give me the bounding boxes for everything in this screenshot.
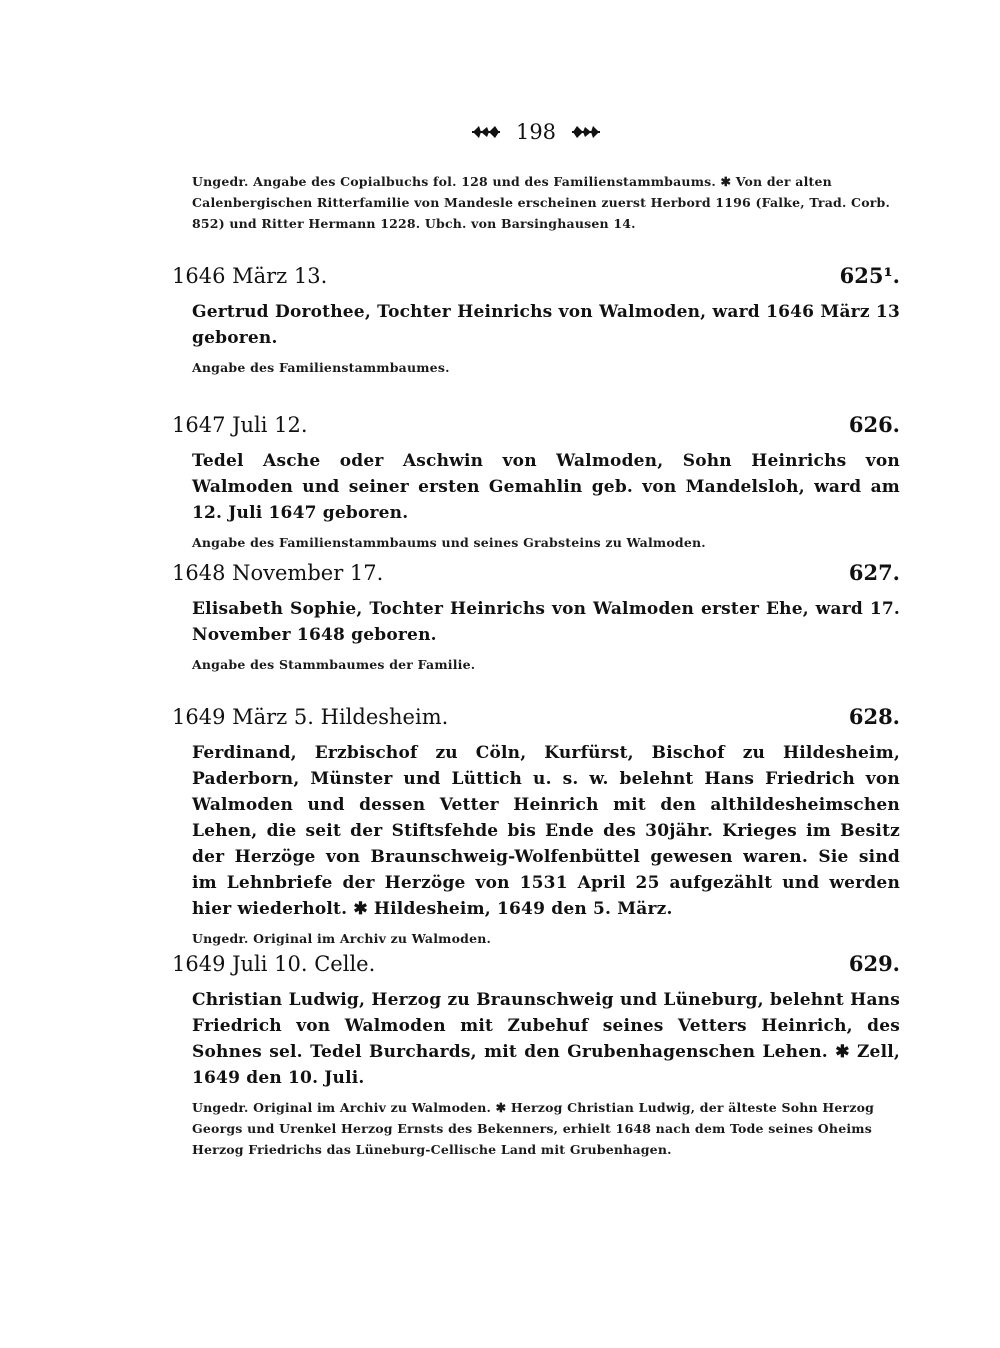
entry-heading bbox=[172, 947, 900, 981]
entry-paragraph: Tedel Asche oder Aschwin von Walmoden, Sohn Heinrichs von Walmoden und seiner ersten Gemahlin geb. von Mandelsloh, ward am 12. Juli 1647 geboren. bbox=[192, 451, 900, 523]
entry-heading bbox=[172, 259, 900, 293]
top-footnote: Ungedr. Angabe des Copialbuchs fol. 128 und des Familienstammbaums. ✱ Von der alten Calenbergischen Ritterfamilie von Mandesle erscheinen zuerst Herbord 1196 (Falke, Trad. Corb. 852) und Ritter Hermann 1228. Ubch. von Barsinghausen 14. bbox=[192, 174, 891, 231]
page-number: 198 bbox=[515, 119, 557, 144]
entry-date: 1648 November 17. bbox=[172, 561, 384, 585]
ornament-left-icon bbox=[471, 124, 501, 140]
entry-heading bbox=[172, 700, 900, 734]
entry-paragraph: Ferdinand, Erzbischof zu Cöln, Kurfürst, Bischof zu Hildesheim, Paderborn, Münster und Lüttich u. s. w. belehnt Hans Friedrich von Walmoden und dessen Vetter Heinrich mit den althildesheimschen Lehen, die seit der Stiftsfehde bis Ende des 30jähr. Krieges im Besitz der Herzöge von Braunschweig-Wolfenbüttel gewesen waren. Sie sind im Lehnbriefe der Herzöge von 1531 April 25 aufgezählt und werden hier wiederholt. ✱ Hildesheim, 1649 den 5. März. bbox=[192, 743, 900, 919]
entry-text bbox=[172, 299, 900, 351]
entry-source-note: Angabe des Familienstammbaumes. bbox=[192, 360, 450, 375]
entry-628 bbox=[172, 700, 900, 949]
entry-text bbox=[172, 596, 900, 648]
entry-text bbox=[172, 448, 900, 526]
entry-number: 628. bbox=[848, 704, 900, 729]
page-header bbox=[172, 118, 900, 148]
entry-date: 1647 Juli 12. bbox=[172, 413, 308, 437]
entry-number: 629. bbox=[848, 951, 900, 976]
entry-626 bbox=[172, 408, 900, 553]
entry-number: 625¹. bbox=[839, 263, 900, 288]
entry-date: 1649 Juli 10. Celle. bbox=[172, 952, 376, 976]
entry-629 bbox=[172, 947, 900, 1160]
entry-text bbox=[172, 740, 900, 922]
entry-number: 626. bbox=[848, 412, 900, 437]
entry-paragraph: Elisabeth Sophie, Tochter Heinrichs von Walmoden erster Ehe, ward 17. November 1648 geboren. bbox=[192, 599, 900, 645]
entry-paragraph: Christian Ludwig, Herzog zu Braunschweig und Lüneburg, belehnt Hans Friedrich von Walmoden mit Zubehuf seines Vetters Heinrich, des Sohnes sel. Tedel Burchards, mit den Grubenhagenschen Lehen. ✱ Zell, 1649 den 10. Juli. bbox=[192, 990, 900, 1088]
entry-627 bbox=[172, 556, 900, 675]
entry-source-note: Angabe des Familienstammbaums und seines Grabsteins zu Walmoden. bbox=[192, 535, 706, 550]
entry-source-note: Ungedr. Original im Archiv zu Walmoden. ✱ Herzog Christian Ludwig, der älteste Sohn Herzog Georgs und Urenkel Herzog Ernsts des Bekenners, erhielt 1648 nach dem Tode seines Oheims Herzog Friedrichs das Lüneburg-Cellische Land mit Grubenhagen. bbox=[192, 1100, 875, 1157]
entry-date: 1649 März 5. Hildesheim. bbox=[172, 705, 449, 729]
entry-source-note: Ungedr. Original im Archiv zu Walmoden. bbox=[192, 931, 492, 946]
entry-date: 1646 März 13. bbox=[172, 264, 328, 288]
ornament-right-icon bbox=[571, 124, 601, 140]
entry-source-note: Angabe des Stammbaumes der Familie. bbox=[192, 657, 476, 672]
entry-paragraph: Gertrud Dorothee, Tochter Heinrichs von Walmoden, ward 1646 März 13 geboren. bbox=[192, 302, 900, 348]
entry-number: 627. bbox=[848, 560, 900, 585]
entry-heading bbox=[172, 556, 900, 590]
entry-heading bbox=[172, 408, 900, 442]
entry-625-1 bbox=[172, 259, 900, 378]
entry-text bbox=[172, 987, 900, 1091]
